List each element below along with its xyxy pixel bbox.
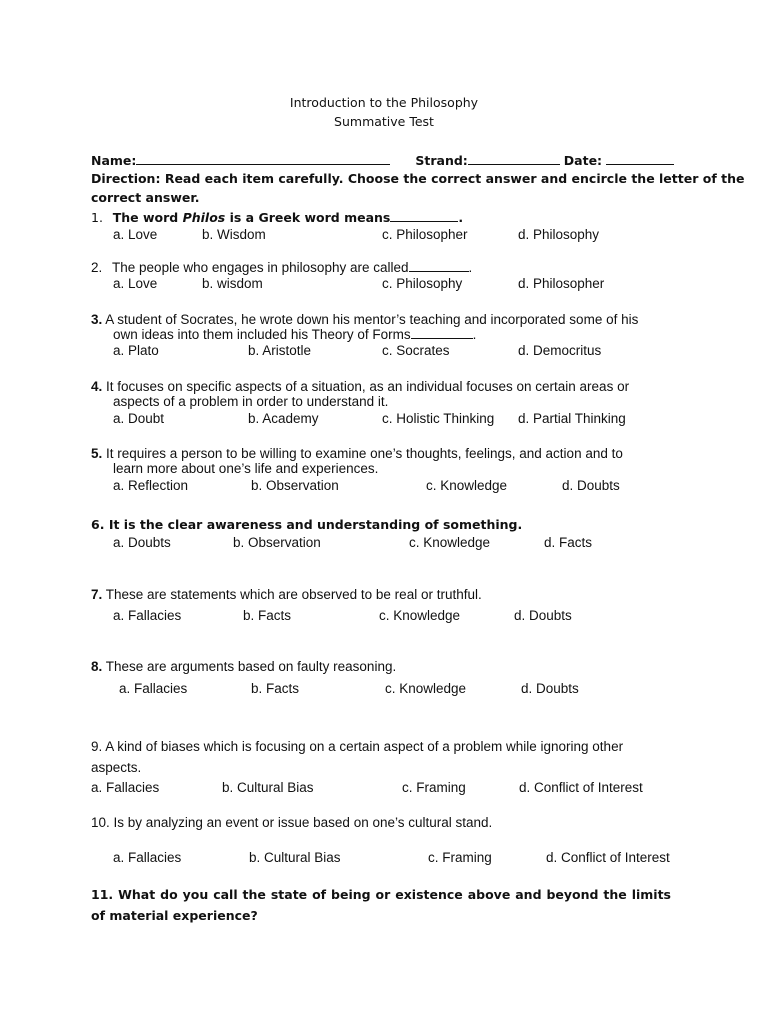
- question-10: [91, 815, 678, 831]
- question-1: [91, 209, 678, 226]
- stem-end: .: [458, 210, 464, 225]
- option-a: a. Fallacies: [91, 780, 160, 795]
- answer-blank: [409, 259, 469, 272]
- option-c: c. Holistic Thinking: [382, 411, 495, 426]
- name-blank: [136, 152, 390, 165]
- option-c: c. Socrates: [382, 343, 450, 358]
- student-info-row: [91, 152, 678, 169]
- question-stem: It requires a person to be willing to examine one’s thoughts, feelings, and action and to: [106, 446, 623, 461]
- stem-part: is a Greek word means: [225, 210, 391, 225]
- document-title: Introduction to the Philosophy: [289, 95, 479, 110]
- option-a: a. Doubt: [113, 411, 165, 426]
- option-b: b. wisdom: [202, 276, 263, 291]
- question-stem: It is the clear awareness and understanding of something.: [108, 517, 523, 532]
- option-c: c. Knowledge: [426, 478, 508, 493]
- option-b: b. Wisdom: [202, 227, 266, 242]
- option-b: b. Observation: [251, 478, 339, 493]
- option-d: d. Conflict of Interest: [546, 850, 670, 865]
- option-c: c. Knowledge: [379, 608, 461, 623]
- option-d: d. Democritus: [518, 343, 602, 358]
- question-stem: own ideas into them included his Theory of Forms: [113, 327, 411, 342]
- question-stem: A kind of biases which is focusing on a certain aspect of a problem while ignoring other: [105, 739, 624, 754]
- question-8: [91, 659, 678, 675]
- option-a: a. Love: [113, 227, 158, 242]
- question-number: 8.: [91, 659, 103, 674]
- option-d: d. Partial Thinking: [518, 411, 626, 426]
- name-label: Name:: [91, 153, 137, 168]
- option-c: c. Knowledge: [385, 681, 467, 696]
- question-3-line-2: [113, 326, 678, 343]
- option-b: b. Cultural Bias: [222, 780, 314, 795]
- question-number: 4.: [91, 379, 103, 394]
- question-stem: It focuses on specific aspects of a situation, as an individual focuses on certain areas or: [106, 379, 630, 394]
- option-d: d. Conflict of Interest: [519, 780, 643, 795]
- question-number: 2.: [91, 260, 103, 275]
- question-2: [91, 259, 678, 276]
- date-blank: [606, 152, 674, 165]
- question-stem: A student of Socrates, he wrote down his mentor’s teaching and incorporated some of his: [105, 312, 639, 327]
- strand-label: Strand:: [415, 153, 468, 168]
- option-a: a. Reflection: [113, 478, 189, 493]
- option-d: d. Doubts: [514, 608, 572, 623]
- question-number: 6.: [91, 517, 105, 532]
- option-a: a. Fallacies: [113, 850, 182, 865]
- question-stem: These are statements which are observed to be real or truthful.: [105, 587, 482, 602]
- option-b: b. Aristotle: [248, 343, 312, 358]
- strand-blank: [468, 152, 560, 165]
- direction-line: [91, 171, 745, 187]
- question-stem: Is by analyzing an event or issue based on one’s cultural stand.: [113, 815, 493, 830]
- option-d: d. Doubts: [521, 681, 579, 696]
- option-c: c. Knowledge: [409, 535, 491, 550]
- direction-label: Direction:: [91, 171, 161, 186]
- option-b: b. Facts: [243, 608, 292, 623]
- question-7: [91, 587, 678, 603]
- stem-part: The word: [112, 210, 183, 225]
- option-d: d. Facts: [544, 535, 593, 550]
- answer-blank: [411, 326, 473, 339]
- question-stem-line-2: aspects.: [91, 760, 142, 775]
- question-5: [91, 446, 678, 462]
- option-b: b. Academy: [248, 411, 319, 426]
- question-4: [91, 379, 678, 395]
- option-d: d. Doubts: [562, 478, 620, 493]
- question-number: 7.: [91, 587, 103, 602]
- option-c: c. Framing: [402, 780, 466, 795]
- option-a: a. Fallacies: [113, 608, 182, 623]
- question-stem-line-2: learn more about one’s life and experiences.: [113, 461, 379, 476]
- option-c: c. Philosopher: [382, 227, 468, 242]
- question-number: 10.: [91, 815, 110, 830]
- question-number: 9.: [91, 739, 103, 754]
- option-a: a. Love: [113, 276, 158, 291]
- direction-text: Read each item carefully. Choose the correct answer and encircle the letter of the: [164, 171, 745, 186]
- question-stem-line-2: aspects of a problem in order to understand it.: [113, 394, 389, 409]
- direction-line-2: correct answer.: [91, 190, 200, 205]
- question-11: [91, 884, 671, 926]
- answer-blank: [390, 209, 458, 222]
- option-d: d. Philosopher: [518, 276, 605, 291]
- question-stem: What do you call the state of being or existence above and beyond the limits of material experience?: [91, 887, 671, 923]
- option-d: d. Philosophy: [518, 227, 600, 242]
- stem-end: .: [468, 260, 473, 275]
- stem-italic: Philos: [182, 210, 226, 225]
- document-subtitle: Summative Test: [334, 114, 434, 129]
- option-a: a. Plato: [113, 343, 159, 358]
- stem-end: .: [472, 327, 477, 342]
- question-number: 5.: [91, 446, 103, 461]
- question-6: [91, 517, 678, 533]
- option-c: c. Philosophy: [382, 276, 463, 291]
- option-a: a. Fallacies: [119, 681, 188, 696]
- option-c: c. Framing: [428, 850, 492, 865]
- question-stem: [107, 210, 463, 225]
- question-stem: These are arguments based on faulty reasoning.: [105, 659, 397, 674]
- option-b: b. Observation: [233, 535, 321, 550]
- question-number: 1.: [91, 210, 103, 225]
- option-b: b. Facts: [251, 681, 300, 696]
- option-b: b. Cultural Bias: [249, 850, 341, 865]
- option-a: a. Doubts: [113, 535, 171, 550]
- question-stem: The people who engages in philosophy are called: [112, 260, 409, 275]
- question-number: 11.: [91, 887, 114, 902]
- question-9: [91, 739, 678, 755]
- question-number: 3.: [91, 312, 103, 327]
- date-label: Date:: [563, 153, 603, 168]
